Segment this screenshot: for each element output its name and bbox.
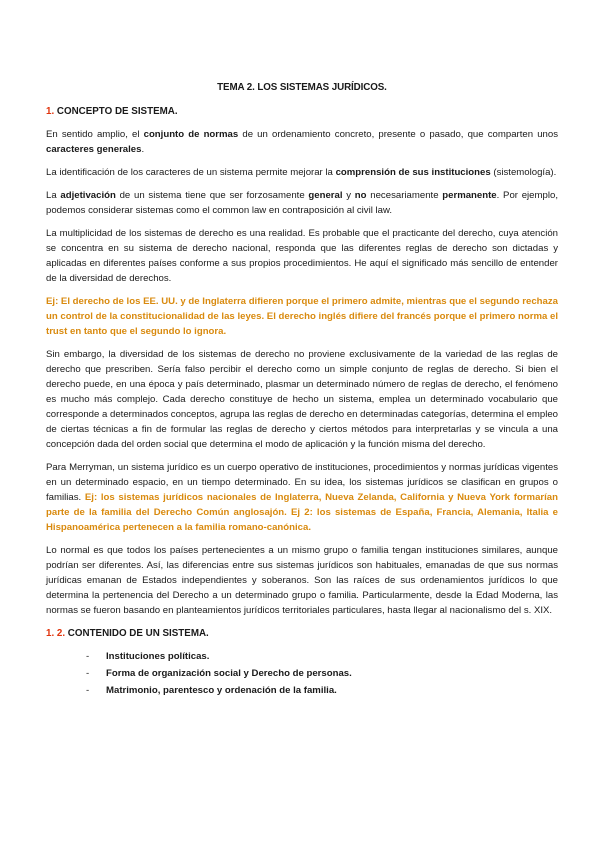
section-number: 1. 2. — [46, 628, 66, 639]
paragraph-merryman: Para Merryman, un sistema jurídico es un cuerpo operativo de instituciones, procedimientos y normas jurídicas vigentes en un determinado espacio, en un tiempo determinado. En su idea, los sistemas jurídicos se clasifican en grupos o familias. Ej: los sistemas jurídicos nacionales de Inglaterra, Nueva Zelanda, California y Nueva York formarían parte de la familia del Derecho Común anglosajón. Ej 2: los sistemas de España, Francia, Alemania, Italia e Hispanoamérica pertenecen a la familia romano-canónica. — [46, 462, 558, 533]
example-paragraph-1: Ej: El derecho de los EE. UU. y de Inglaterra difieren porque el primero admite, mientras que el segundo rechaza un control de la constitucionalidad de las leyes. El derecho inglés difiere del francés porque el primero norma el trust en tanto que el segundo lo ignora. — [46, 296, 558, 337]
list-item: - Instituciones políticas. — [86, 651, 210, 662]
section-number: 1. — [46, 106, 55, 117]
contents-list — [86, 649, 558, 698]
document-page — [46, 80, 558, 700]
paragraph-identification: La identificación de los caracteres de un sistema permite mejorar la comprensión de sus instituciones (sistemología). — [46, 167, 557, 178]
section-heading-2 — [46, 626, 558, 641]
section-label: CONCEPTO DE SISTEMA. — [54, 106, 178, 117]
list-item: - Matrimonio, parentesco y ordenación de la familia. — [86, 685, 337, 696]
paragraph-families: Lo normal es que todos los países pertenecientes a un mismo grupo o familia tengan instituciones similares, aunque podrían ser diferentes. Así, las diferencias entre sus sistemas jurídicos son habituales, emanadas de que sus normas jurídicas emanan de Estados independientes y soberanos. Son las raíces de sus ordenamientos jurídicos lo que determina la pertenencia del Derecho a un determinado grupo o familia. Particularmente, desde la Edad Moderna, las normas se fueron basando en planteamientos jurídicos territoriales particulares, hasta llegar al nacionalismo del s. XIX. — [46, 545, 558, 616]
page-title: TEMA 2. LOS SISTEMAS JURÍDICOS. — [217, 82, 387, 93]
list-item: - Forma de organización social y Derecho de personas. — [86, 668, 352, 679]
paragraph-definition: En sentido amplio, el conjunto de normas de un ordenamiento concreto, presente o pasado, que comparten unos caracteres generales. — [46, 129, 558, 155]
section-label: CONTENIDO DE UN SISTEMA. — [65, 628, 209, 639]
paragraph-diversity: Sin embargo, la diversidad de los sistemas de derecho no proviene exclusivamente de la variedad de las reglas de derecho que prescriben. Sería falso percibir el derecho como un simple conjunto de reglas de derecho. Si bien el derecho puede, en una época y país determinado, plasmar un determinado número de reglas de derecho, el fenómeno es mucho más complejo. Cada derecho constituye de hecho un sistema, emplea un determinado vocabulario que corresponde a determinados conceptos, agrupa las reglas de derecho en determinadas categorías, determina el empleo de ciertas técnicas a fin de formular las reglas de derecho y ciertos métodos para interpretarlas y se vincula a una concepción dada del orden social que determina el modo de aplicación y la función misma del derecho. — [46, 349, 558, 450]
paragraph-adjetivacion: La adjetivación de un sistema tiene que ser forzosamente general y no necesariamente permanente. Por ejemplo, podemos considerar sistemas como el common law en contraposición al civil law. — [46, 190, 558, 216]
paragraph-multiplicity: La multiplicidad de los sistemas de derecho es una realidad. Es probable que el practicante del derecho, cuya atención se concentra en su sistema de derecho nacional, responda que las diferentes reglas de derecho son dictadas y aplicadas en diferentes países conforme a sus propios procedimientos. He aquí el significado más sencillo de entender de la diversidad de derechos. — [46, 228, 558, 284]
section-heading-1 — [46, 104, 558, 119]
example-inline-2: Ej: los sistemas jurídicos nacionales de Inglaterra, Nueva Zelanda, California y Nueva York formarían parte de la familia del Derecho Común anglosajón. Ej 2: los sistemas de España, Francia, Alemania, Italia e Hispanoamérica pertenecen a la familia romano-canónica. — [46, 492, 558, 533]
